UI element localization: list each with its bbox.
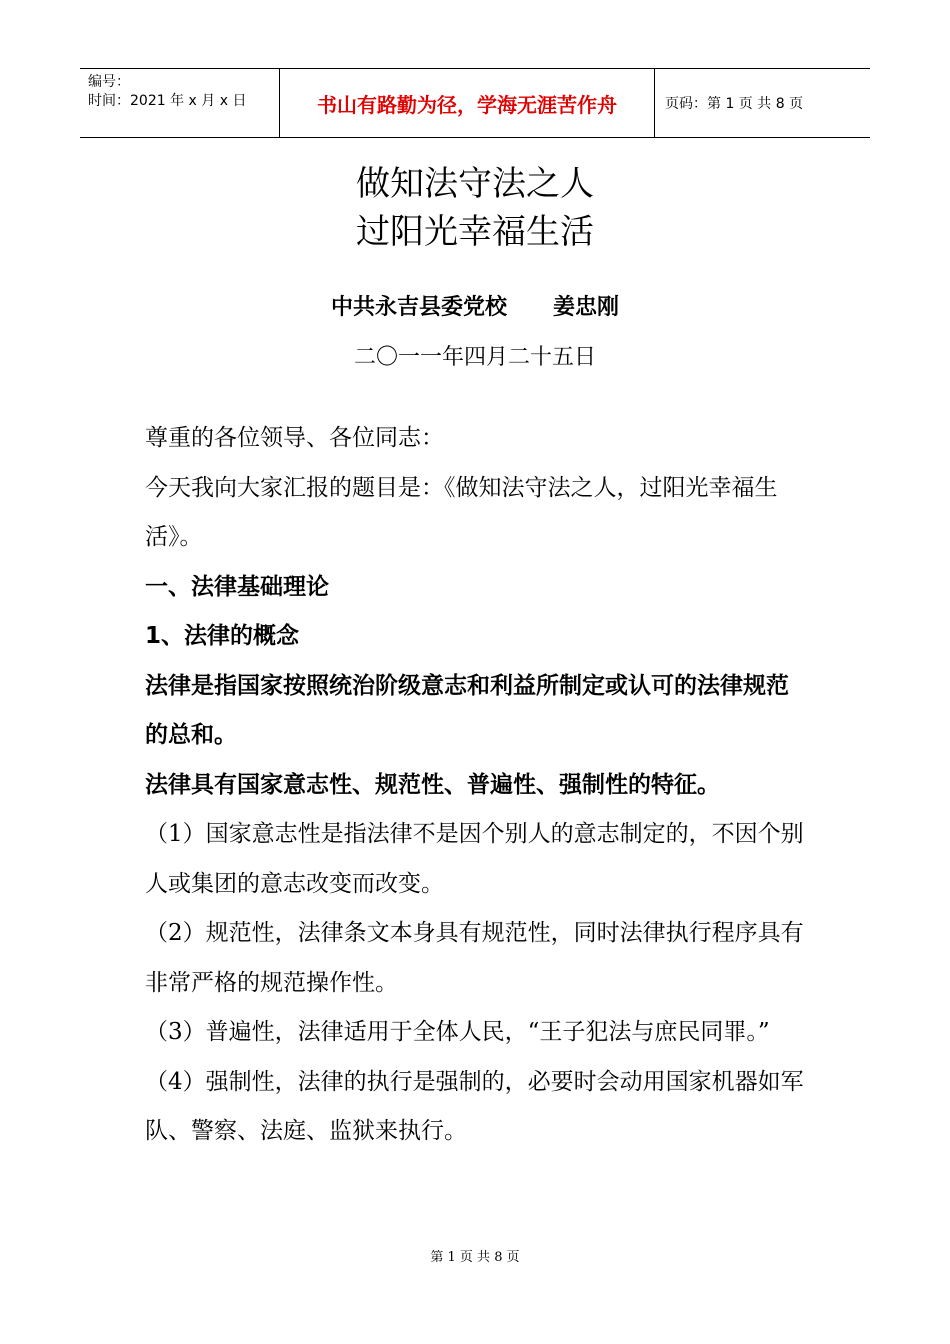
header-motto: 书山有路勤为径，学海无涯苦作舟 xyxy=(280,69,655,137)
feature-item-3: （3）普遍性，法律适用于全体人民，“王子犯法与庶民同罪。” xyxy=(145,1019,770,1045)
features-paragraph: 法律具有国家意志性、规范性、普遍性、强制性的特征。 xyxy=(145,771,720,798)
salutation: 尊重的各位领导、各位同志： xyxy=(145,425,444,451)
title-line-2: 过阳光幸福生活 xyxy=(356,212,594,252)
page-footer: 第 1 页 共 8 页 xyxy=(430,1250,520,1265)
feature-item-2: （2）规范性，法律条文本身具有规范性，同时法律执行程序具有非常严格的规范操作性。 xyxy=(145,920,804,996)
author-line: 中共永吉县委党校 姜忠刚 xyxy=(331,295,619,320)
subsection-heading: 1、法律的概念 xyxy=(145,623,300,649)
header-page-info: 页码：第 1 页 共 8 页 xyxy=(665,96,804,112)
section-heading: 一、法律基础理论 xyxy=(145,573,329,600)
header-table xyxy=(80,68,870,138)
header-meta xyxy=(80,69,280,137)
definition-paragraph: 法律是指国家按照统治阶级意志和利益所制定或认可的法律规范的总和。 xyxy=(145,672,789,748)
feature-item-4: （4）强制性，法律的执行是强制的，必要时会动用国家机器如军队、警察、法庭、监狱来执行。 xyxy=(145,1068,804,1144)
intro-paragraph: 今天我向大家汇报的题目是：《做知法守法之人，过阳光幸福生活》。 xyxy=(145,474,778,550)
title-line-1: 做知法守法之人 xyxy=(356,164,594,204)
document-body xyxy=(145,414,810,1157)
feature-item-1: （1）国家意志性是指法律不是因个别人的意志制定的，不因个别人或集团的意志改变而改变。 xyxy=(145,821,804,897)
document-number-label: 编号： xyxy=(88,74,130,90)
document-title xyxy=(0,160,950,256)
date-line: 二〇一一年四月二十五日 xyxy=(353,345,596,370)
document-time-label: 时间：2021 年 x 月 x 日 xyxy=(88,93,247,109)
